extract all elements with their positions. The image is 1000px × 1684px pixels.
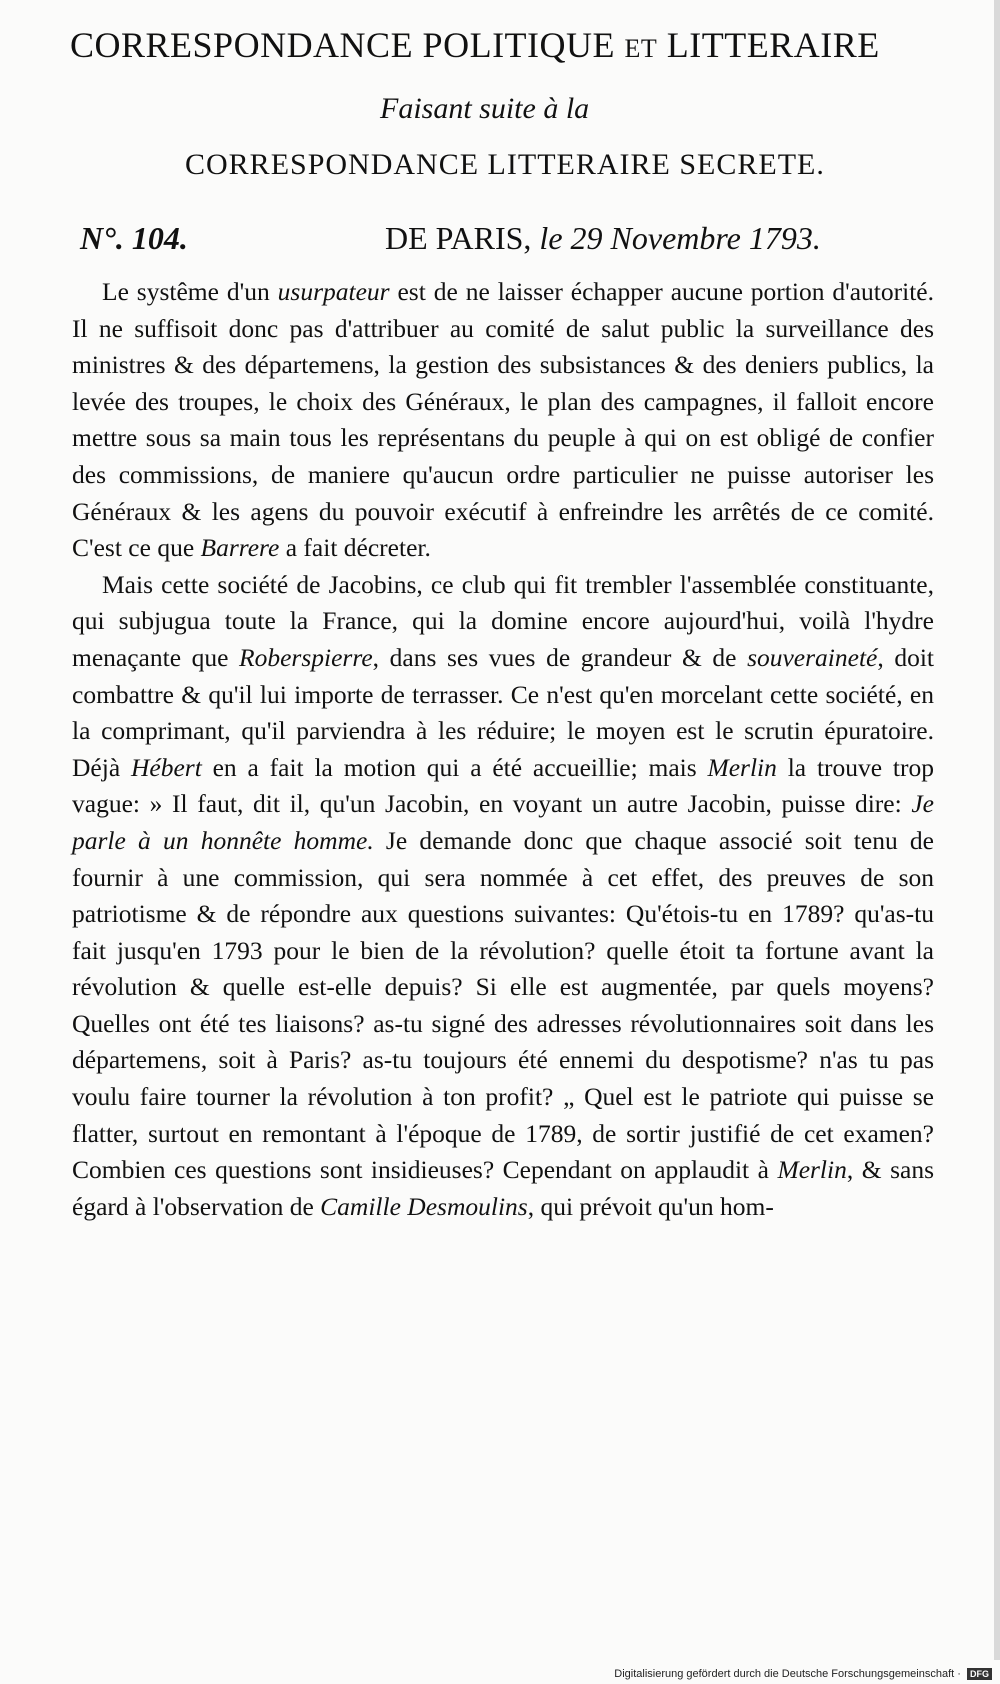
paragraph — [72, 567, 934, 1226]
secondary-title: CORRESPONDANCE LITTERAIRE SECRETE. — [185, 148, 825, 181]
text-run: en a fait la motion qui a été accueillie; mais — [201, 752, 708, 782]
date: le 29 Novembre 1793. — [539, 220, 821, 256]
title-part-a: CORRESPONDANCE POLITIQUE — [70, 25, 616, 65]
issue-number: N°. 104. — [80, 220, 188, 256]
page-title — [70, 24, 970, 66]
italic-text: Camille Desmoulins — [320, 1191, 528, 1221]
dateline — [80, 220, 930, 257]
title-conjunction: ET — [624, 34, 658, 63]
text-run: Je demande donc que chaque associé soit tenu de fournir à une commission, qui sera nommée à cet effet, des preuves de son patriotisme & de répondre aux questions suivantes: Qu'étois-tu en 1789? qu'as-tu fait jusqu'en 1793 pour le bien de la révolution? quelle étoit ta fortune avant la révolution & quelle est-elle depuis? Si elle est augmentée, par quels moyens? Quelles ont été tes liaisons? as-tu signé des adresses révolutionnaires soit dans les départemens, soit à Paris? as-tu toujours été ennemi du despotisme? n'as tu pas voulu faire tourner la révolution à ton profit? „ Quel est le patriote qui puisse se flatter, surtout en remontant à l'époque de 1789, de sortir justifié de cet examen? Combien ces questions sont insidieuses? Cependant on applaudit à — [72, 825, 934, 1185]
place-date — [385, 220, 821, 257]
text-run: Le systême d'un — [102, 277, 278, 306]
italic-text: Barrere — [200, 533, 280, 563]
italic-text: Merlin — [777, 1155, 847, 1185]
italic-text: Je parle à un honnête homme. — [72, 789, 934, 855]
dfg-logo: DFG — [967, 1668, 992, 1680]
title-part-b: LITTERAIRE — [666, 25, 880, 65]
digitization-credit — [614, 1668, 992, 1680]
italic-text: Hébert — [130, 752, 202, 782]
text-run: a fait décreter. — [279, 533, 431, 563]
text-run: est de ne laisser échapper aucune portion d'autorité. Il ne suffisoit donc pas d'attribuer au comité de salut public la surveillance des ministres & des départemens, la gestion des subsistances & des deniers publics, la levée des troupes, le choix des Généraux, le plan des campagnes, il falloit encore mettre sous sa main tous les représentans du peuple à qui on est obligé de confier des commissions, de maniere qu'aucun ordre particulier ne puisse autoriser les Généraux & les agens du pouvoir exécutif à enfreindre les arrêtés de ce comité. C'est ce que — [72, 277, 934, 563]
italic-text: Merlin — [707, 752, 777, 782]
italic-text: Roberspierre — [239, 642, 373, 672]
article-body — [72, 274, 934, 1225]
text-run: la trouve trop vague: » Il faut, dit il, qu'un Jacobin, en voyant un autre Jacobin, puisse dire: — [72, 752, 935, 819]
italic-text: souveraineté — [747, 642, 878, 672]
text-run: , dans ses vues de grandeur & de — [372, 642, 748, 672]
credit-text: Digitalisierung gefördert durch die Deutsche Forschungsgemeinschaft · — [614, 1668, 961, 1680]
subtitle: Faisant suite à la — [380, 92, 590, 125]
text-run: , & sans égard à l'observation de — [72, 1155, 934, 1221]
place: DE PARIS, — [385, 220, 532, 256]
text-run: , doit combattre & qu'il lui importe de terrasser. Ce n'est qu'en morcelant cette société, en la comprimant, qu'il parviendra à les réduire; le moyen est le scrutin épuratoire. Déjà — [72, 642, 935, 782]
paragraph — [72, 274, 934, 567]
italic-text: usurpateur — [277, 277, 390, 306]
page-edge — [994, 0, 1000, 1660]
text-run: Mais cette société de Jacobins, ce club qui fit trembler l'assemblée constituante, qui subjugua toute la France, qui la domine encore aujourd'hui, voilà l'hydre menaçante que — [72, 569, 934, 672]
text-run: , qui prévoit qu'un hom- — [527, 1191, 774, 1221]
